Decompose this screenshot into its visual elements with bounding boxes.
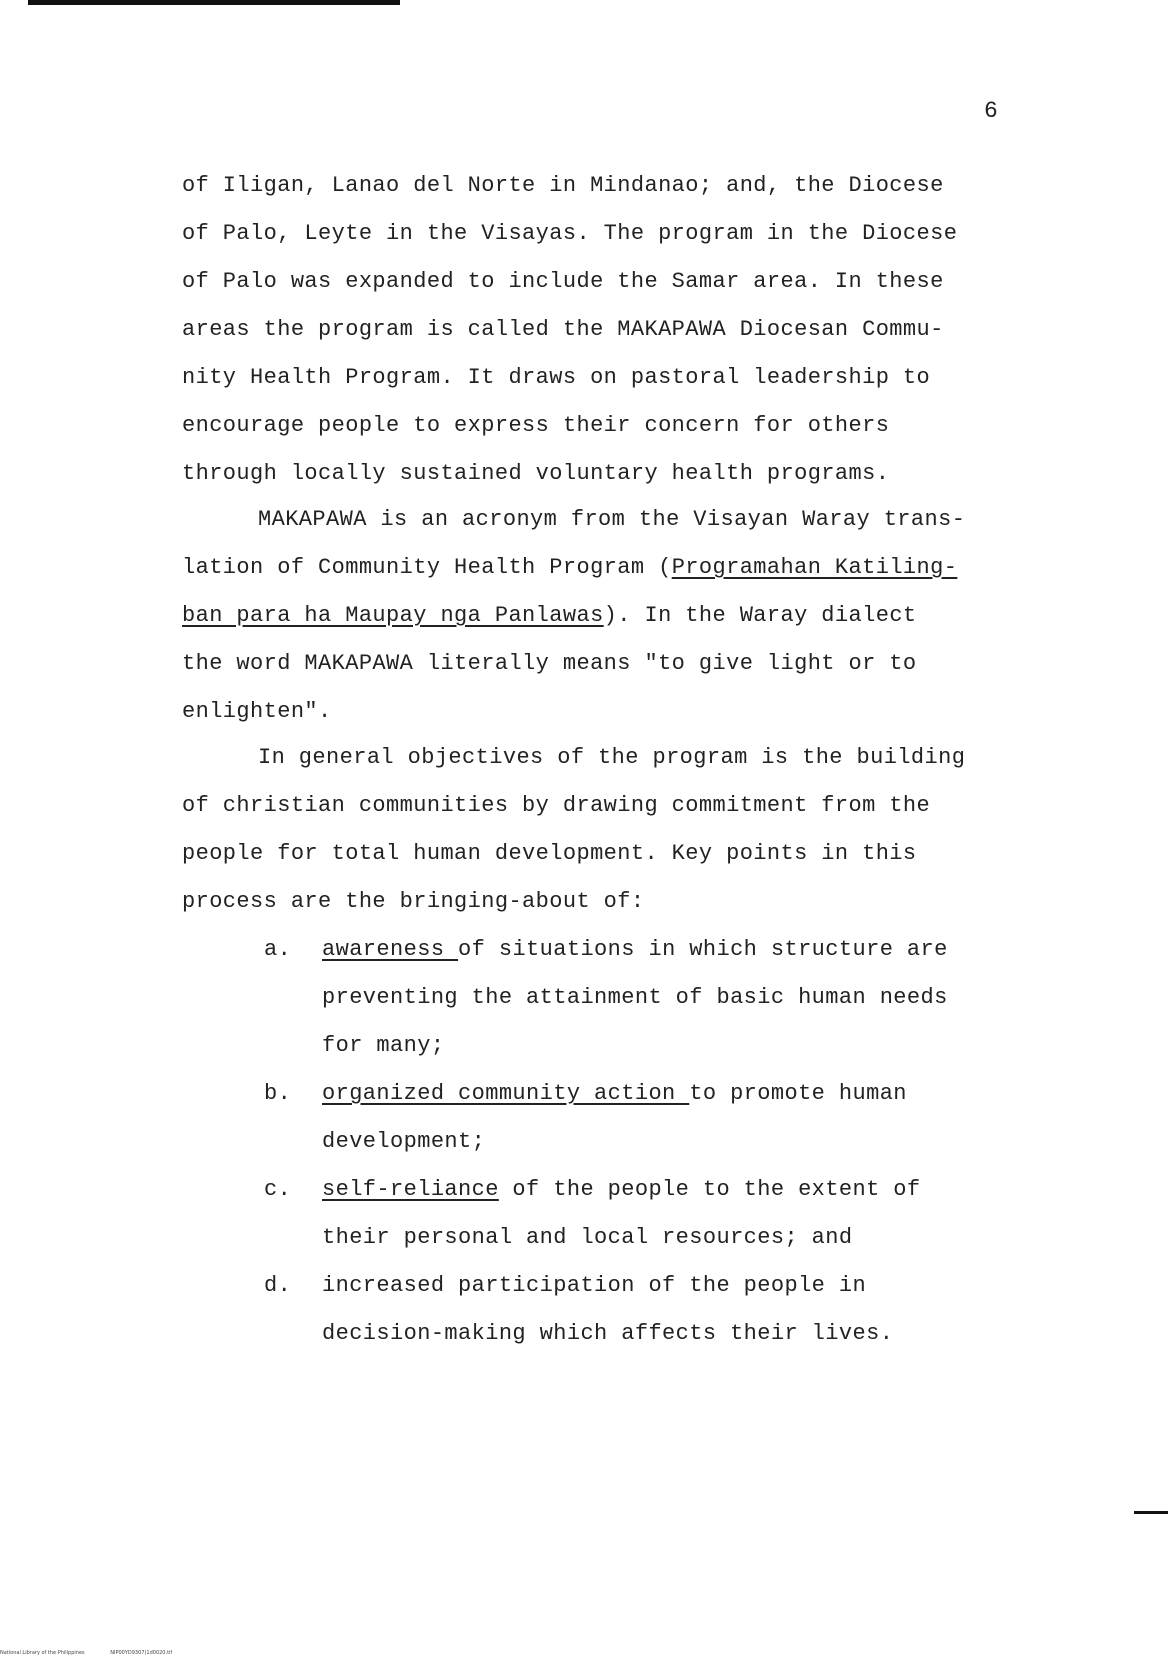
underlined-program-name: ban para ha Maupay nga Panlawas — [182, 603, 604, 628]
underlined-program-name: Programahan Katiling- — [671, 555, 958, 580]
text-line: In general objectives of the program is the building — [258, 745, 966, 770]
text-line: people for total human development. Key points in this — [182, 841, 917, 866]
text-line: nity Health Program. It draws on pastoral leadership to — [182, 365, 931, 390]
list-item-self-reliance — [264, 1166, 1064, 1262]
scan-edge-mark — [1134, 1511, 1168, 1514]
text-line: the word MAKAPAWA literally means "to give light or to — [182, 651, 917, 676]
text-line — [182, 544, 1062, 592]
text-line: through locally sustained voluntary health programs. — [182, 461, 890, 486]
text-line: of Palo was expanded to include the Samar area. In these — [182, 269, 944, 294]
list-marker: b. — [264, 1081, 292, 1106]
list-item-participation — [264, 1262, 1064, 1358]
list-item-organized-action — [264, 1070, 1064, 1166]
text-line: of Iligan, Lanao del Norte in Mindanao; and, the Diocese — [182, 173, 944, 198]
text-line: development; — [322, 1129, 486, 1154]
scan-footer — [0, 1650, 196, 1656]
scan-edge-bar — [28, 0, 400, 5]
underlined-term: organized community action — [322, 1081, 690, 1106]
paragraph-makapawa-acronym — [182, 496, 1062, 736]
text-line — [322, 1166, 1064, 1214]
text-line: areas the program is called the MAKAPAWA Diocesan Commu- — [182, 317, 944, 342]
text-line: their personal and local resources; and — [322, 1225, 853, 1250]
list-marker: c. — [264, 1177, 292, 1202]
underlined-term: self-reliance — [322, 1177, 499, 1202]
text-line: of Palo, Leyte in the Visayas. The program in the Diocese — [182, 221, 958, 246]
text-line: for many; — [322, 1033, 445, 1058]
text-line: increased participation of the people in — [322, 1273, 867, 1298]
text-line: decision-making which affects their lives. — [322, 1321, 894, 1346]
underlined-term: awareness — [322, 937, 459, 962]
text-line — [182, 592, 1062, 640]
text-segment: lation of Community Health Program ( — [182, 555, 672, 580]
paragraph-diocese-programs — [182, 162, 1062, 498]
list-marker: a. — [264, 937, 292, 962]
text-segment: of situations in which structure are — [458, 937, 948, 962]
footer-library: National Library of the Philippines — [0, 1650, 85, 1656]
text-line: process are the bringing-about of: — [182, 889, 645, 914]
text-line — [322, 1070, 1064, 1118]
list-marker: d. — [264, 1273, 292, 1298]
list-item-awareness — [264, 926, 1064, 1070]
text-segment: of the people to the extent of — [498, 1177, 921, 1202]
page-number: 6 — [984, 98, 998, 124]
text-segment: to promote human — [689, 1081, 907, 1106]
text-line: preventing the attainment of basic human needs — [322, 985, 948, 1010]
footer-file: NIP00YD9307(1d0020.tif — [110, 1650, 173, 1656]
text-segment: ). In the Waray dialect — [603, 603, 917, 628]
text-line: of christian communities by drawing commitment from the — [182, 793, 931, 818]
text-line — [322, 926, 1064, 974]
paragraph-general-objectives — [182, 734, 1062, 926]
text-line: enlighten". — [182, 699, 332, 724]
text-line: encourage people to express their concern for others — [182, 413, 890, 438]
text-line: MAKAPAWA is an acronym from the Visayan Waray trans- — [258, 507, 966, 532]
objectives-list — [264, 926, 1064, 1358]
